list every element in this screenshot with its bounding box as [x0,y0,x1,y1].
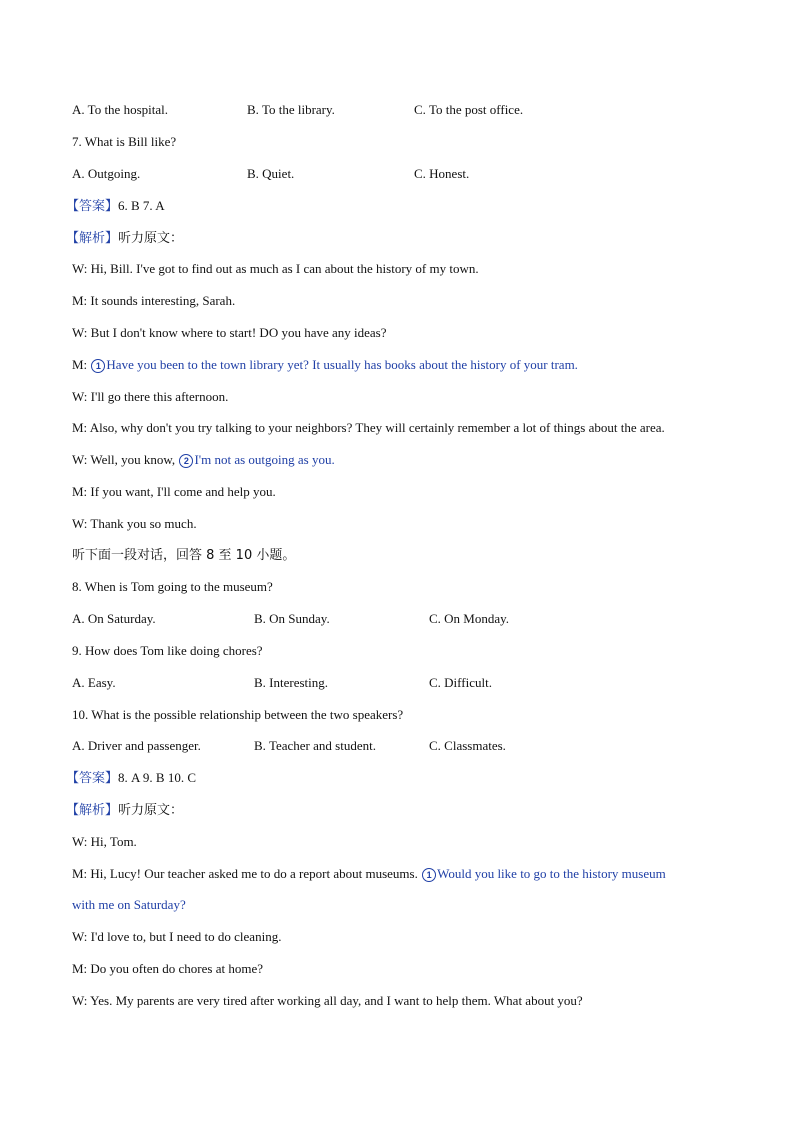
dialogue2-line-4: M: Do you often do chores at home? [72,961,263,976]
circled-number-1: 1 [422,868,436,882]
dialogue2-line-5: W: Yes. My parents are very tired after working all day, and I want to help them. What about you? [72,993,583,1008]
section2-intro: 听下面一段对话，回答 8 至 10 小题。 [72,548,296,563]
analysis-tag: 【解析】 [66,803,119,818]
dialogue1-line-2: M: It sounds interesting, Sarah. [72,293,236,308]
dialogue1-line-8: M: If you want, I'll come and help you. [72,484,276,499]
analysis-line-2: 【解析】听力原文： [66,803,184,818]
q9-option-b: B. Interesting. [254,675,329,690]
answer-tag: 【答案】 [66,199,119,214]
q9-option-c: C. Difficult. [429,675,492,690]
q10-option-b: B. Teacher and student. [254,738,376,753]
dialogue1-line-7: W: Well, you know, 2 I'm not as outgoing as you. [72,452,335,467]
dialogue2-line-3: W: I'd love to, but I need to do cleaning. [72,929,282,944]
dialogue1-line-4: M: 1 Have you been to the town library yet? It usually has books about the history of your tram. [72,357,578,372]
q8-option-a: A. On Saturday. [72,611,156,626]
answer-line-2: 【答案】8. A 9. B 10. C [66,770,197,786]
dialogue1-line-5: W: I'll go there this afternoon. [72,389,229,404]
dialogue2-line-2: M: Hi, Lucy! Our teacher asked me to do a report about museums. 1 Would you like to go to the history museum [72,866,666,881]
q10-option-a: A. Driver and passenger. [72,738,201,753]
analysis-line-1: 【解析】听力原文： [66,231,184,246]
circled-number-1: 1 [91,359,105,373]
answer-line-1: 【答案】6. B 7. A [66,198,165,214]
q7-question: 7. What is Bill like? [72,134,177,149]
q6-option-a: A. To the hospital. [72,102,168,117]
dialogue1-line-9: W: Thank you so much. [72,516,197,531]
analysis-tag: 【解析】 [66,231,119,246]
q10-option-c: C. Classmates. [429,738,506,753]
q8-option-c: C. On Monday. [429,611,510,626]
q9-question: 9. How does Tom like doing chores? [72,643,263,658]
q6-option-c: C. To the post office. [414,102,524,117]
q7-option-a: A. Outgoing. [72,166,141,181]
q7-option-c: C. Honest. [414,166,470,181]
q7-option-b: B. Quiet. [247,166,295,181]
dialogue2-line-1: W: Hi, Tom. [72,834,137,849]
q8-option-b: B. On Sunday. [254,611,330,626]
circled-number-2: 2 [179,454,193,468]
q8-question: 8. When is Tom going to the museum? [72,579,273,594]
answer-tag: 【答案】 [66,771,119,786]
q9-option-a: A. Easy. [72,675,116,690]
q10-question: 10. What is the possible relationship between the two speakers? [72,707,404,722]
dialogue1-line-3: W: But I don't know where to start! DO you have any ideas? [72,325,387,340]
dialogue2-line-2-cont: with me on Saturday? [72,897,186,912]
dialogue1-line-6: M: Also, why don't you try talking to your neighbors? They will certainly remember a lot of things about the area. [72,420,665,435]
q6-option-b: B. To the library. [247,102,335,117]
dialogue1-line-1: W: Hi, Bill. I've got to find out as much as I can about the history of my town. [72,261,479,276]
